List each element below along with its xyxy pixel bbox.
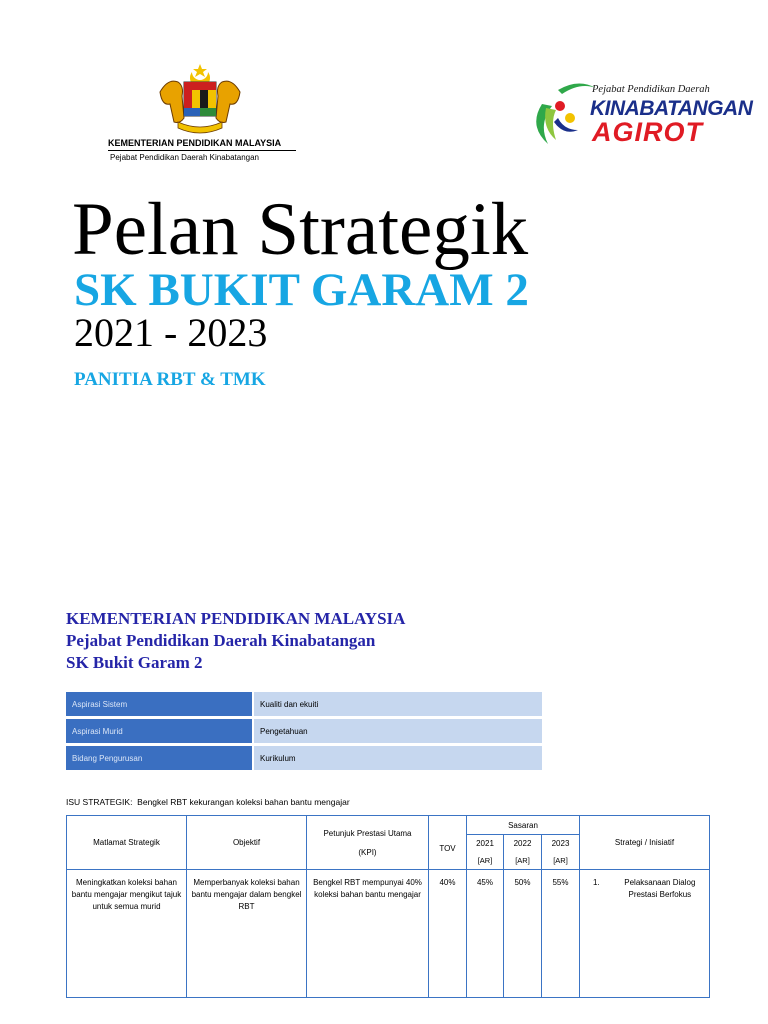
aspiration-value: Kualiti dan ekuiti — [253, 692, 543, 718]
aspiration-table — [66, 692, 544, 773]
cell-target-2023: 55% — [542, 870, 580, 998]
ppd-logo-line3: AGIROT — [592, 117, 703, 147]
ministry-header — [100, 62, 300, 166]
year-sub: [AR] — [553, 856, 568, 865]
header-year-2022 — [504, 835, 542, 870]
header-goal: Matlamat Strategik — [67, 816, 187, 870]
table-row — [67, 870, 710, 998]
school-name: SK BUKIT GARAM 2 — [74, 264, 529, 316]
ministry-name: KEMENTERIAN PENDIDIKAN MALAYSIA — [108, 138, 282, 148]
table-row — [66, 718, 543, 745]
year-label: 2021 — [476, 839, 494, 848]
panel-name: PANITIA RBT & TMK — [74, 369, 266, 390]
strategy-text: Pelaksanaan Dialog Prestasi Berfokus — [624, 878, 696, 899]
header-objective: Objektif — [187, 816, 307, 870]
cell-strategy — [580, 870, 710, 998]
org-ministry: KEMENTERIAN PENDIDIKAN MALAYSIA — [66, 609, 406, 628]
year-label: 2023 — [551, 839, 570, 848]
plan-years: 2021 - 2023 — [74, 310, 268, 355]
strategic-issue — [66, 797, 350, 807]
header-year-2023 — [542, 835, 580, 870]
year-label: 2022 — [513, 839, 532, 848]
year-sub: [AR] — [477, 856, 493, 865]
aspiration-key: Bidang Pengurusan — [66, 745, 253, 772]
ppd-logo-line2: KINABATANGAN — [590, 97, 753, 120]
malaysia-crest-icon — [152, 62, 248, 138]
ppd-logo-line1: Pejabat Pendidikan Daerah — [592, 84, 710, 95]
strategy-number: 1. — [593, 878, 600, 887]
strategy-table — [66, 815, 710, 998]
cell-goal: Meningkatkan koleksi bahan bantu mengajar mengikut tajuk untuk semua murid — [67, 870, 187, 998]
ppd-swoosh-icon — [528, 78, 598, 150]
header-kpi-line1: Petunjuk Prestasi Utama — [323, 828, 412, 838]
header-targets: Sasaran — [467, 816, 580, 835]
cell-tov: 40% — [429, 870, 467, 998]
divider — [108, 150, 296, 151]
header-tov: TOV — [429, 816, 467, 870]
table-header-row — [67, 816, 710, 835]
org-office: Pejabat Pendidikan Daerah Kinabatangan — [66, 631, 376, 650]
ppd-logo — [528, 78, 753, 150]
strategy-item — [583, 877, 706, 901]
ministry-office: Pejabat Pendidikan Daerah Kinabatangan — [110, 153, 260, 162]
aspiration-value: Pengetahuan — [253, 718, 543, 745]
issue-text: Bengkel RBT kekurangan koleksi bahan bantu mengajar — [137, 797, 350, 807]
document-title: Pelan Strategik — [72, 188, 529, 271]
aspiration-value: Kurikulum — [253, 745, 543, 772]
header-strategy: Strategi / Inisiatif — [580, 816, 710, 870]
cell-objective: Memperbanyak koleksi bahan bantu mengajar dalam bengkel RBT — [187, 870, 307, 998]
aspiration-key: Aspirasi Murid — [66, 718, 253, 745]
cell-kpi: Bengkel RBT mempunyai 40% koleksi bahan bantu mengajar — [307, 870, 429, 998]
header-kpi-line2: (KPI) — [358, 847, 377, 857]
cell-target-2022: 50% — [504, 870, 542, 998]
table-row — [66, 692, 543, 718]
aspiration-key: Aspirasi Sistem — [66, 692, 253, 718]
year-sub: [AR] — [515, 856, 530, 865]
header-kpi — [307, 816, 429, 870]
cell-target-2021: 45% — [467, 870, 504, 998]
header-year-2021 — [467, 835, 504, 870]
issue-label: ISU STRATEGIK: — [66, 797, 133, 807]
table-row — [66, 745, 543, 772]
org-school: SK Bukit Garam 2 — [66, 653, 203, 672]
